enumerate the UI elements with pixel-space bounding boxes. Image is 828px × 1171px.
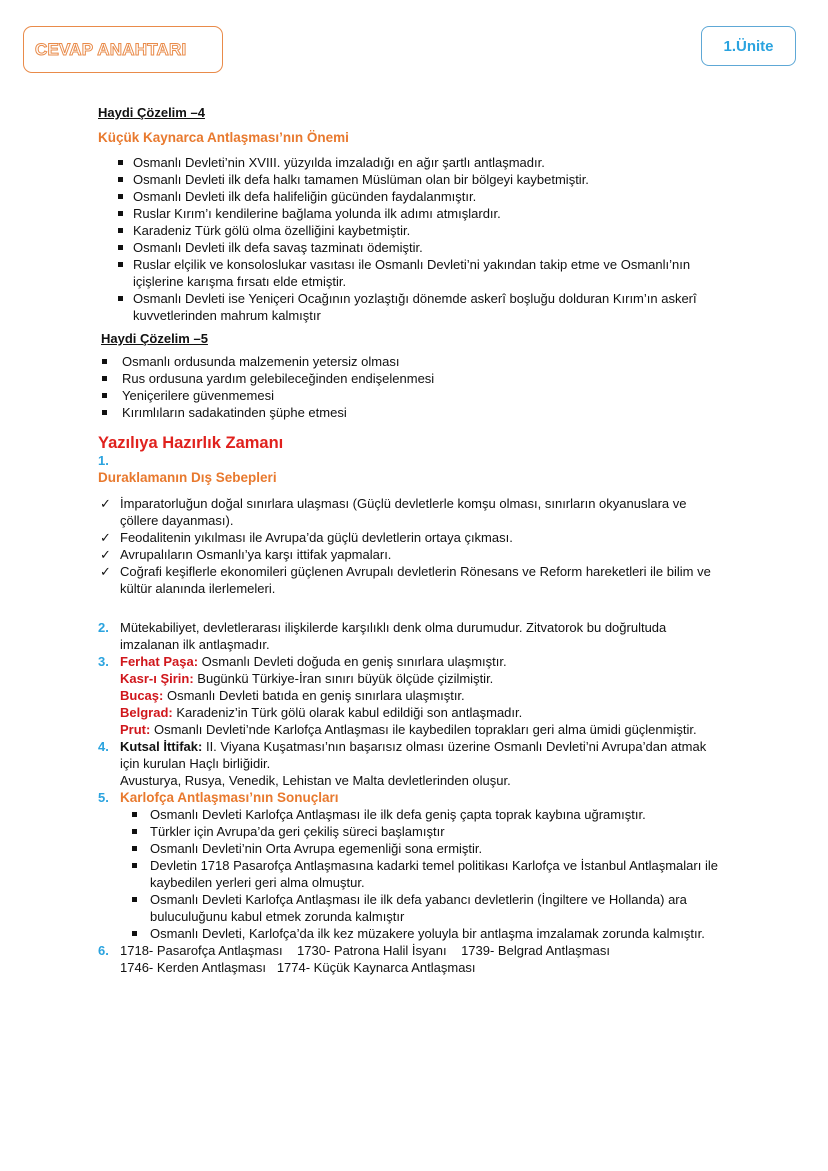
list-item: Karadeniz Türk gölü olma özelliğini kaybetmiştir. [98, 222, 718, 239]
section-subtitle-4: Küçük Kaynarca Antlaşması’nın Önemi [98, 130, 349, 145]
list-item: Osmanlı Devleti Karlofça Antlaşması ile ilk defa yabancı devletlerin (İngiltere ve Hollanda) ara buluculuğunu kabul etmek zorunda kalmıştır [120, 891, 723, 925]
term: Kasr-ı Şirin: [120, 671, 194, 686]
term: Ferhat Paşa: [120, 654, 199, 669]
q1-list [98, 495, 718, 597]
q1-number: 1. [98, 453, 109, 468]
list-item: Osmanlı Devleti ilk defa halkı tamamen Müslüman olan bir bölgeyi kaybetmiştir. [98, 171, 718, 188]
answer-number: 6. [98, 943, 109, 958]
unit-badge [701, 26, 796, 66]
list-item: ✓ Feodalitenin yıkılması ile Avrupa’da güçlü devletlerin ortaya çıkması. [98, 529, 718, 546]
list-item: Rus ordusuna yardım gelebileceğinden endişelenmesi [98, 370, 738, 387]
answer-3 [98, 653, 723, 738]
answer-4 [98, 738, 723, 789]
term-desc: Osmanlı Devleti’nde Karlofça Antlaşması ile kaybedilen toprakları geri alma ümidi güçlenmiştir. [150, 722, 697, 737]
document-body [98, 104, 738, 976]
list-item: ✓ Avrupalıların Osmanlı’ya karşı ittifak yapmaları. [98, 546, 718, 563]
answer-number: 5. [98, 790, 109, 805]
list-item: Osmanlı Devleti’nin Orta Avrupa egemenliği sona ermiştir. [120, 840, 723, 857]
list-item: Osmanlı Devleti, Karlofça’da ilk kez müzakere yoluyla bir antlaşma imzalamak zorunda kalmıştır. [120, 925, 723, 942]
answer-number: 4. [98, 739, 109, 754]
term: Kutsal İttifak: [120, 739, 203, 754]
timeline-line: 1746- Kerden Antlaşması 1774- Küçük Kaynarca Antlaşması [120, 960, 476, 975]
term: Belgrad: [120, 705, 173, 720]
answer-number: 3. [98, 654, 109, 669]
answers-list [98, 619, 723, 976]
answer-key-badge [23, 26, 223, 73]
answer-6 [98, 942, 723, 976]
answer-text: Mütekabiliyet, devletlerarası ilişkilerde karşılıklı denk olma durumudur. Zitvatorok bu doğrultuda imzalanan ilk antlaşmadır. [120, 620, 667, 652]
list-item: Ruslar Kırım’ı kendilerine bağlama yolunda ilk adımı atmışlardır. [98, 205, 718, 222]
answer-text: II. Viyana Kuşatması’nın başarısız olması üzerine Osmanlı Devleti’ni Avrupa’dan atmak için kurulan Haçlı birliğidir. [120, 739, 707, 771]
answer-title: Karlofça Antlaşması’nın Sonuçları [120, 790, 339, 805]
unit-label: 1.Ünite [723, 37, 774, 55]
q5-list [120, 806, 723, 942]
term: Bucaş: [120, 688, 164, 703]
term-desc: Osmanlı Devleti batıda en geniş sınırlara ulaşmıştır. [163, 688, 465, 703]
section-title-5: Haydi Çözelim –5 [101, 331, 208, 346]
list-item: Yeniçerilere güvenmemesi [98, 387, 738, 404]
answer-2 [98, 619, 723, 653]
term-desc: Osmanlı Devleti doğuda en geniş sınırlara ulaşmıştır. [198, 654, 507, 669]
section-title-4: Haydi Çözelim –4 [98, 105, 205, 120]
timeline-line: 1718- Pasarofça Antlaşması 1730- Patrona Halil İsyanı 1739- Belgrad Antlaşması [120, 943, 610, 958]
list-item: ✓ Coğrafi keşiflerle ekonomileri güçlenen Avrupalı devletlerin Rönesans ve Reform hareketleri ile bilim ve kültür alanında ilerlemeleri. [98, 563, 718, 597]
s4-list [98, 154, 718, 324]
list-item: Osmanlı Devleti ilk defa savaş tazminatı ödemiştir. [98, 239, 718, 256]
term-desc: Bugünkü Türkiye-İran sınırı büyük ölçüde çizilmiştir. [193, 671, 494, 686]
exam-prep-title: Yazılıya Hazırlık Zamanı [98, 434, 284, 452]
list-item: Ruslar elçilik ve konsoloslukar vasıtası ile Osmanlı Devleti’ni yakından takip etme ve Osmanlı’nın içişlerine karışma fırsatı elde etmiştir. [98, 256, 718, 290]
list-item: Türkler için Avrupa’da geri çekiliş süreci başlamıştır [120, 823, 723, 840]
answer-5 [98, 789, 723, 942]
term-desc: Karadeniz’in Türk gölü olarak kabul edildiği son antlaşmadır. [172, 705, 523, 720]
list-item: Osmanlı Devleti ilk defa halifeliğin gücünden faydalanmıştır. [98, 188, 718, 205]
answer-key-label: CEVAP ANAHTARI [35, 39, 187, 59]
term: Prut: [120, 722, 151, 737]
list-item: Kırımlıların sadakatinden şüphe etmesi [98, 404, 738, 421]
list-item: Osmanlı Devleti ise Yeniçeri Ocağının yozlaştığı dönemde askerî boşluğu dolduran Kırım’ın askerî kuvvetlerinden mahrum kalmıştır [98, 290, 718, 324]
list-item: Osmanlı ordusunda malzemenin yetersiz olması [98, 353, 738, 370]
list-item: Devletin 1718 Pasarofça Antlaşmasına kadarki temel politikası Karlofça ve İstanbul Antlaşmaları ile kaybedilen yerleri geri alma olmuştur. [120, 857, 723, 891]
s5-list [98, 353, 738, 421]
answer-text: Avusturya, Rusya, Venedik, Lehistan ve Malta devletlerinden oluşur. [120, 773, 511, 788]
list-item: Osmanlı Devleti Karlofça Antlaşması ile ilk defa geniş çapta toprak kaybına uğramıştır. [120, 806, 723, 823]
list-item: ✓ İmparatorluğun doğal sınırlara ulaşması (Güçlü devletlerle komşu olması, sınırların okyanuslara ve çöllere dayanması). [98, 495, 718, 529]
q1-title: Duraklamanın Dış Sebepleri [98, 470, 277, 485]
answer-number: 2. [98, 620, 109, 635]
list-item: Osmanlı Devleti’nin XVIII. yüzyılda imzaladığı en ağır şartlı antlaşmadır. [98, 154, 718, 171]
